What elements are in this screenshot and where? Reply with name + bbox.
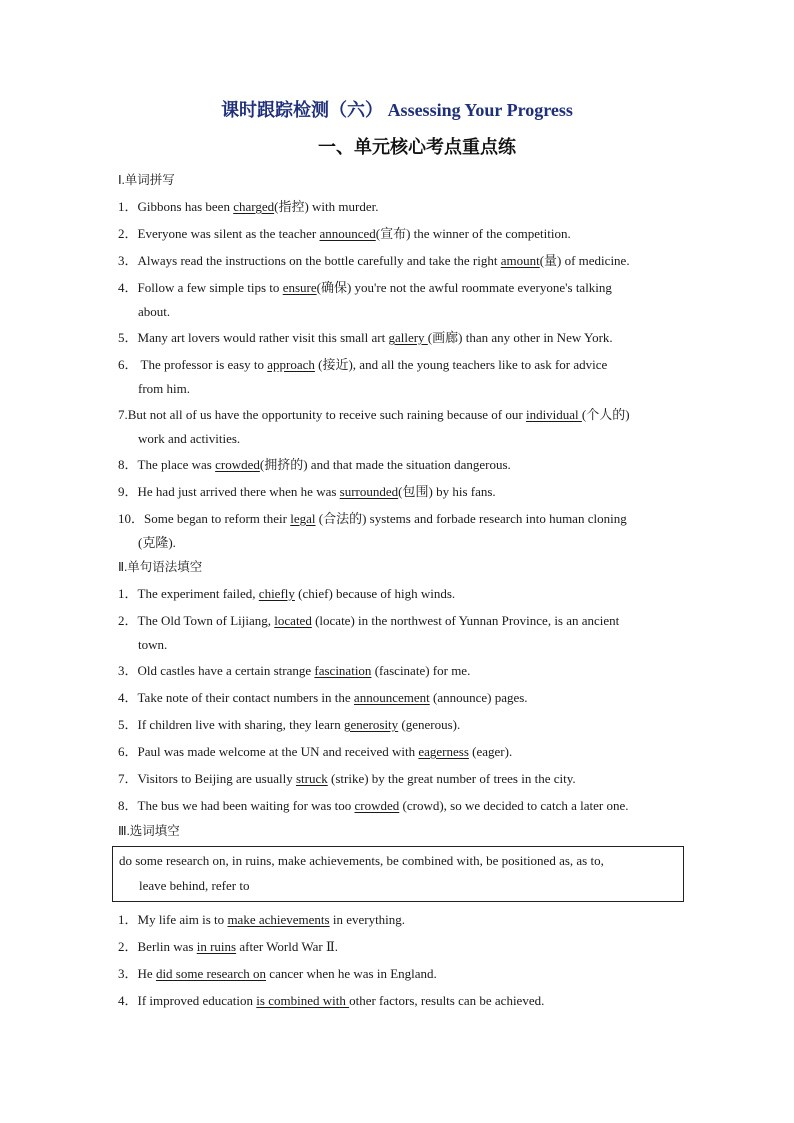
section-1-label: Ⅰ.单词拼写 xyxy=(118,173,175,187)
item-text: Some began to reform their xyxy=(144,511,291,526)
item-number: 4． xyxy=(118,993,138,1008)
item-number: 4． xyxy=(118,280,138,295)
item-number: 4． xyxy=(118,690,138,705)
answer-blank: individual xyxy=(525,407,582,422)
page-title xyxy=(0,96,794,122)
item-text: My life aim is to xyxy=(137,912,228,927)
list-item xyxy=(118,657,678,684)
item-text: (eager). xyxy=(468,744,513,759)
list-item xyxy=(118,987,678,1014)
item-text: He xyxy=(137,966,156,981)
answer-blank: announcement xyxy=(353,690,430,705)
item-text: (拥挤的) and that made the situation dangerous. xyxy=(259,457,511,472)
list-item xyxy=(118,607,678,657)
item-text: If children live with sharing, they learn xyxy=(137,717,345,732)
word-spelling-list xyxy=(118,193,678,555)
item-text: (宣布) the winner of the competition. xyxy=(375,226,571,241)
item-number: 3． xyxy=(118,966,138,981)
item-text: (announce) pages. xyxy=(429,690,528,705)
item-number: 6． xyxy=(118,357,138,372)
item-number: 5． xyxy=(118,330,138,345)
list-item xyxy=(118,960,678,987)
item-text-continued: work and activities. xyxy=(138,431,241,446)
item-text: (包围) by his fans. xyxy=(398,484,496,499)
item-number: 5． xyxy=(118,717,138,732)
answer-blank: did some research on xyxy=(155,966,267,981)
list-item xyxy=(118,324,678,351)
list-item xyxy=(118,220,678,247)
answer-blank: legal xyxy=(290,511,316,526)
item-number: 8． xyxy=(118,798,138,813)
item-number: 1． xyxy=(118,199,138,214)
item-number: 3． xyxy=(118,253,138,268)
item-text: The experiment failed, xyxy=(137,586,259,601)
item-text: (crowd), so we decided to catch a later one. xyxy=(399,798,629,813)
item-text: The Old Town of Lijiang, xyxy=(137,613,275,628)
item-text: The place was xyxy=(137,457,216,472)
section-3-label: Ⅲ.选词填空 xyxy=(118,824,180,838)
item-text: (generous). xyxy=(398,717,461,732)
word-bank-line: leave behind, refer to xyxy=(139,878,250,893)
answer-blank: surrounded xyxy=(339,484,399,499)
answer-blank: in ruins xyxy=(196,939,237,954)
answer-blank: located xyxy=(274,613,312,628)
section-2-label: Ⅱ.单句语法填空 xyxy=(118,560,203,574)
item-number: 9． xyxy=(118,484,138,499)
list-item xyxy=(118,505,678,555)
item-text: Paul was made welcome at the UN and received with xyxy=(137,744,419,759)
item-text: But not all of us have the opportunity to receive such raining because of our xyxy=(127,407,526,422)
phrase-fill-list xyxy=(118,906,678,1014)
item-text-continued: about. xyxy=(138,304,171,319)
answer-blank: amount xyxy=(500,253,540,268)
item-text: (strike) by the great number of trees in the city. xyxy=(327,771,576,786)
item-text-continued: from him. xyxy=(138,381,190,396)
item-text: Follow a few simple tips to xyxy=(137,280,283,295)
answer-blank: chiefly xyxy=(258,586,295,601)
item-number: 7. xyxy=(118,407,128,422)
answer-blank: crowded xyxy=(354,798,400,813)
list-item xyxy=(118,580,678,607)
answer-blank: crowded xyxy=(215,457,260,472)
word-bank-line: do some research on, in ruins, make achievements, be combined with, be positioned as, as to, xyxy=(119,853,604,868)
list-item xyxy=(118,906,678,933)
item-text: (量) of medicine. xyxy=(539,253,630,268)
item-text: The professor is easy to xyxy=(137,357,268,372)
item-text: The bus we had been waiting for was too xyxy=(137,798,355,813)
item-number: 3． xyxy=(118,663,138,678)
answer-blank: fascination xyxy=(314,663,372,678)
list-item xyxy=(118,401,678,451)
item-text: If improved education xyxy=(137,993,257,1008)
item-text: (chief) because of high winds. xyxy=(294,586,456,601)
item-text: after World War Ⅱ. xyxy=(236,939,339,954)
item-number: 1． xyxy=(118,586,138,601)
item-text: (画廊) than any other in New York. xyxy=(427,330,613,345)
list-item xyxy=(118,792,678,819)
item-text: (接近), and all the young teachers like to ask for advice xyxy=(314,357,608,372)
answer-blank: eagerness xyxy=(418,744,469,759)
item-number: 2． xyxy=(118,613,138,628)
item-number: 1． xyxy=(118,912,138,927)
list-item xyxy=(118,478,678,505)
item-text-continued: (克隆). xyxy=(138,535,176,550)
answer-blank: ensure xyxy=(282,280,317,295)
item-text: Always read the instructions on the bottle carefully and take the right xyxy=(137,253,501,268)
item-text: cancer when he was in England. xyxy=(266,966,437,981)
word-bank-box xyxy=(112,846,684,902)
grammar-fill-list xyxy=(118,580,678,819)
item-number: 6． xyxy=(118,744,138,759)
item-number: 8． xyxy=(118,457,138,472)
item-text: Visitors to Beijing are usually xyxy=(137,771,296,786)
answer-blank: gallery xyxy=(388,330,428,345)
answer-blank: make achievements xyxy=(227,912,330,927)
answer-blank: is combined with xyxy=(256,993,350,1008)
item-text: (指控) with murder. xyxy=(274,199,379,214)
answer-blank: generosity xyxy=(344,717,399,732)
exercise-content xyxy=(118,168,678,1014)
item-text: He had just arrived there when he was xyxy=(137,484,340,499)
list-item xyxy=(118,933,678,960)
item-text: (确保) you're not the awful roommate everyone's talking xyxy=(316,280,612,295)
item-text: (合法的) systems and forbade research into human cloning xyxy=(315,511,627,526)
item-text: Berlin was xyxy=(137,939,197,954)
list-item xyxy=(118,711,678,738)
item-text: in everything. xyxy=(329,912,406,927)
item-text: Take note of their contact numbers in the xyxy=(137,690,354,705)
list-item xyxy=(118,274,678,324)
section-heading: 一、单元核心考点重点练 xyxy=(318,137,516,158)
list-item xyxy=(118,247,678,274)
item-text: Old castles have a certain strange xyxy=(137,663,315,678)
title-chinese: 课时跟踪检测（六） xyxy=(221,100,384,121)
item-text: (locate) in the northwest of Yunnan Province, is an ancient xyxy=(311,613,620,628)
list-item xyxy=(118,451,678,478)
list-item xyxy=(118,765,678,792)
item-number: 10． xyxy=(118,511,145,526)
list-item xyxy=(118,193,678,220)
item-number: 2． xyxy=(118,939,138,954)
item-number: 2． xyxy=(118,226,138,241)
list-item xyxy=(118,738,678,765)
item-text: (个人的) xyxy=(581,407,630,422)
item-text: Many art lovers would rather visit this small art xyxy=(137,330,389,345)
answer-blank: charged xyxy=(233,199,275,214)
answer-blank: approach xyxy=(267,357,315,372)
answer-blank: announced xyxy=(319,226,376,241)
item-number: 7． xyxy=(118,771,138,786)
item-text: (fascinate) for me. xyxy=(371,663,471,678)
item-text-continued: town. xyxy=(138,637,168,652)
item-text: other factors, results can be achieved. xyxy=(349,993,545,1008)
item-text: Everyone was silent as the teacher xyxy=(137,226,320,241)
list-item xyxy=(118,351,678,401)
list-item xyxy=(118,684,678,711)
title-english: Assessing Your Progress xyxy=(387,100,573,120)
answer-blank: struck xyxy=(295,771,328,786)
item-text: Gibbons has been xyxy=(137,199,234,214)
